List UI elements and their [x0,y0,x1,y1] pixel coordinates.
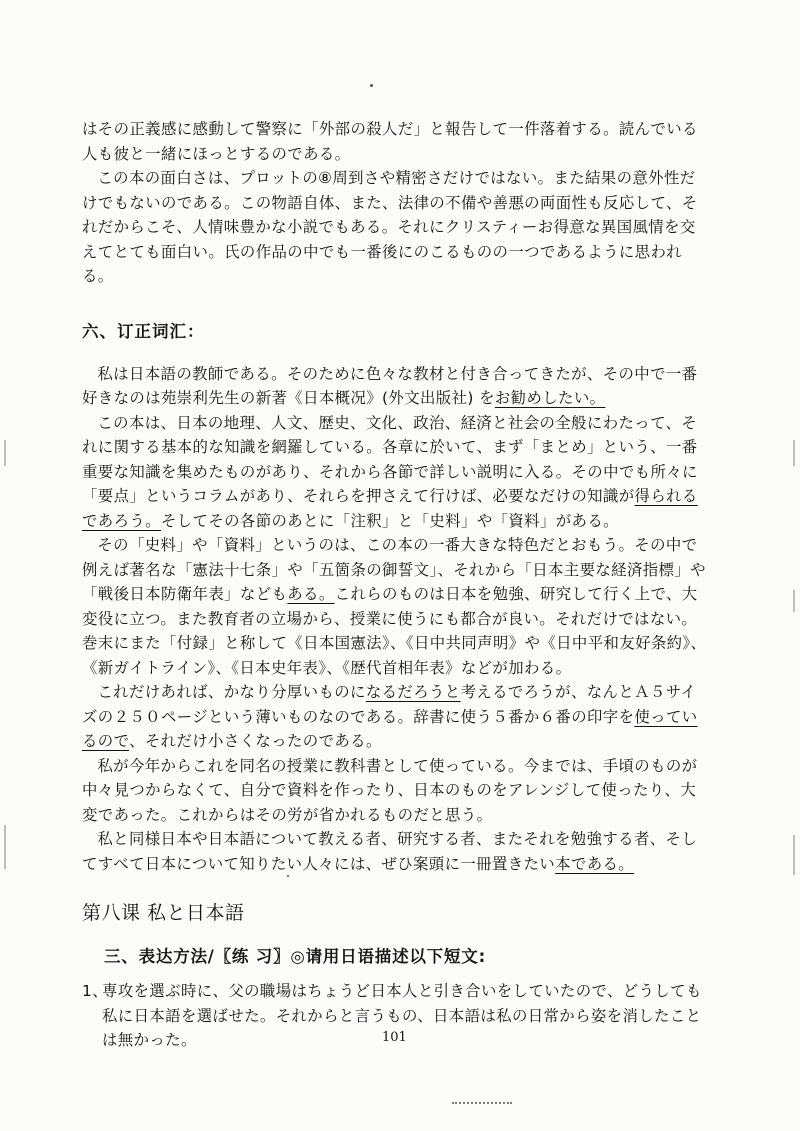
underlined-text: 本である。 [555,854,635,873]
underlined-text: なるだろうと [365,683,461,701]
text: これだけあれば、かなり分厚いものに [97,683,366,701]
paragraph [82,362,710,411]
paragraph [82,680,710,754]
right-edge-mark [793,835,795,875]
paragraph [82,533,710,680]
underlined-text: ある。 [287,585,335,603]
paragraph: この本の面白さは、プロットの⑧周到さや精密さだけではない。また結果の意外性だけでもないのである。この物語自体、また、法律の不備や善悪の両面性も反応して、それだからこそ、人情味豊かな小説でもある。それにクリスティーお得意な異国風情を交えてとても面白い。氏の作品の中でも一番後にのこるものの一つであるように思われる。 [82,169,698,285]
right-edge-mark [793,590,795,612]
left-edge-mark [4,440,6,466]
paragraph: はその正義感に感動して警察に「外部の殺人だ」と報告して一件落着する。読んでいる人も彼と一緒にほっとするのである。 [82,120,698,163]
underlined-text: 得られるであろう。 [82,487,698,530]
text: その「史料」や「資料」というのは、この本の一番大きな特色だとおもう。その中で例えば著名な「憲法十七条」や「五箇条の御誓文」、それから「日本主要な経済指標」や「戦後日本防衛年表」なども [82,536,706,603]
paragraph [82,411,710,534]
text: 考えるでろうが、なんとＡ５サイズの２５０ページという薄いものなのである。辞書に使う５番か６番の印字を [82,683,697,726]
underlined-text: 使っているので [82,707,698,750]
item-number: 1、 [82,982,108,1000]
text: これらのものは日本を勉強、研究して行く上で、大変役に立つ。また教育者の立場から、授業に使うにも都合が良い。それだけではない。巻末にまた「付録」と称して《日本国憲法》、《日中共同声明》や《日中平和友好条約》、《新ガイトライン》、《日本史年表》、《歴代首相年表》などが加わる。 [82,585,707,677]
text: そしてその各節のあとに「注釈」と「史料」や「資料」がある。 [160,511,619,530]
left-edge-mark [4,825,6,869]
paragraph: 私が今年からこれを同名の授業に教科書として使っている。今までは、手頃のものが中々見つからなくて、自分で資料を作ったり、日本のものをアレンジして使ったり、大変であった。これからはその労が省かれるものだと思う。 [82,756,698,824]
page-number: 101 [382,1030,407,1045]
item-text: 専攻を選ぶ時に、父の職場はちょうど日本人と引き合いをしていたので、どうしても私に日本語を選ばせた。それからと言うもの、日本語は私の日常から姿を消したことは無かった。 [102,982,702,1049]
text: 私は日本語の教師である。そのために色々な教材と付き合ってきたが、その中で一番好きなのは苑崇利先生の新著《日本概况》(外文出版社) を [82,364,698,407]
text: 、それだけ小さくなったのである。 [129,732,382,750]
underlined-text: お勧めしたい。 [494,389,606,407]
scan-speck [370,84,373,87]
scan-artifact [452,1102,512,1106]
text: この本は、日本の地理、人文、歴史、文化、政治、経済と社会の全般にわたって、それに関する基本的な知識を網羅している。各章に於いて、まず「まとめ」という、一番重要な知識を集めたものがあり、それから各節で詳しい説明に入る。その中でも所々に「要点」というコラムがあり、それらを押さえて行けば、必要なだけの知識が [82,413,698,505]
right-edge-mark [793,440,795,466]
lesson-title: 第八课 私と日本語 [82,902,245,924]
paragraph [82,827,710,876]
text: 私と同様日本や日本語について教える者、研究する者、またそれを勉強する者、そしてすべて日本について知りたい人々には、ぜひ案頭に一冊置きたい [82,830,698,873]
section-title: 六、订正词汇： [82,321,205,341]
exercise-title: 三、表达方法/〖练 习〗◎请用日语描述以下短文: [104,947,486,966]
page-content [82,117,710,1053]
